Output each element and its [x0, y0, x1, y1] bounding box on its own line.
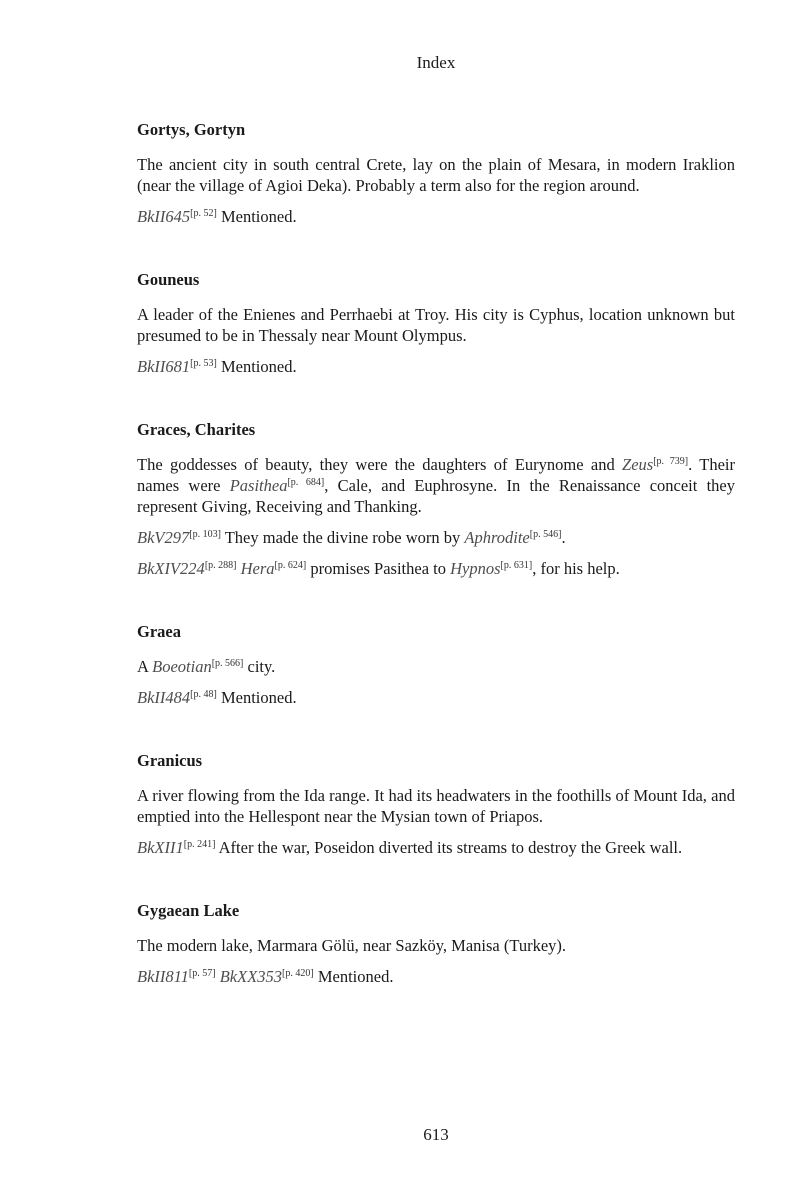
page-reference: [p. 684] — [287, 477, 325, 488]
reference-text: Mentioned. — [313, 967, 394, 986]
page-reference: [p. 420] — [282, 968, 314, 979]
index-content — [137, 119, 735, 1029]
reference-text: Mentioned. — [216, 207, 297, 226]
page-reference: [p. 241] — [183, 839, 216, 850]
index-entry-granicus — [137, 750, 735, 858]
entry-title: Gygaean Lake — [137, 901, 240, 920]
page-reference: [p. 52] — [190, 208, 217, 219]
book-reference-link[interactable]: BkII484 — [137, 688, 191, 707]
book-reference-link[interactable]: BkXX353 — [219, 967, 283, 986]
reference-text: Mentioned. — [216, 357, 297, 376]
page-reference: [p. 566] — [211, 658, 244, 669]
index-entry-graces — [137, 419, 735, 579]
description-text: The goddesses of beauty, they were the daughters of Eurynome and — [137, 455, 623, 474]
page-number: 613 — [423, 1125, 449, 1144]
book-reference-link[interactable]: BkXII1 — [137, 838, 184, 857]
reference-text: They made the divine robe worn by — [220, 528, 465, 547]
running-header: Index — [416, 53, 456, 72]
entry-reference — [137, 527, 735, 548]
book-reference-link[interactable]: BkXIV224 — [137, 559, 205, 578]
entry-reference — [137, 837, 735, 858]
entry-title: Graces, Charites — [137, 420, 256, 439]
index-entry-gouneus — [137, 269, 735, 377]
reference-text: promises Pasithea to — [306, 559, 451, 578]
page-reference: [p. 288] — [204, 560, 237, 571]
book-reference-link[interactable]: BkII811 — [137, 967, 189, 986]
description-text: , Cale, and Euphrosyne. In the Renaissance conceit they represent Giving, Receiving and Thanking. — [137, 476, 735, 516]
page-reference: [p. 53] — [190, 358, 217, 369]
page-reference: [p. 631] — [500, 560, 533, 571]
entry-title: Gouneus — [137, 270, 200, 289]
description-text: . Their names were — [137, 455, 735, 495]
description-text: city. — [243, 657, 276, 676]
page-reference: [p. 103] — [189, 529, 221, 540]
entry-description — [137, 454, 735, 517]
description-text: A — [137, 657, 153, 676]
entry-title: Granicus — [137, 751, 203, 770]
entry-description: A river flowing from the Ida range. It had its headwaters in the foothills of Mount Ida, and emptied into the Hellespont near the Mysian town of Priapos. — [137, 786, 735, 826]
entry-description: The modern lake, Marmara Gölü, near Sazköy, Manisa (Turkey). — [137, 936, 567, 955]
page-reference: [p. 57] — [188, 968, 216, 979]
page-reference: [p. 739] — [653, 456, 689, 467]
reference-text: Mentioned. — [216, 688, 297, 707]
entry-description: The ancient city in south central Crete, lay on the plain of Mesara, in modern Iraklion (near the village of Agioi Deka). Probably a term also for the region around. — [137, 155, 735, 195]
book-reference-link[interactable]: BkV297 — [137, 528, 190, 547]
entry-description: A leader of the Enienes and Perrhaebi at Troy. His city is Cyphus, location unknown but presumed to be in Thessaly near Mount Olympus. — [137, 305, 735, 345]
book-reference-link[interactable]: BkII681 — [137, 357, 191, 376]
entry-title: Gortys, Gortyn — [137, 120, 246, 139]
index-entry-gortys — [137, 119, 735, 227]
page-reference: [p. 546] — [529, 529, 562, 540]
cross-reference-link[interactable]: Aphrodite — [464, 528, 530, 547]
entry-reference — [137, 966, 735, 987]
entry-title: Graea — [137, 622, 181, 641]
entry-description — [137, 656, 735, 677]
reference-text: , for his help. — [532, 559, 620, 578]
entry-reference — [137, 356, 735, 377]
cross-reference-link[interactable]: Zeus — [622, 455, 654, 474]
page-reference: [p. 624] — [274, 560, 307, 571]
reference-text: . — [561, 528, 566, 547]
cross-reference-link[interactable]: Hera — [240, 559, 275, 578]
entry-reference — [137, 206, 735, 227]
reference-text: After the war, Poseidon diverted its streams to destroy the Greek wall. — [215, 838, 683, 857]
cross-reference-link[interactable]: Hypnos — [450, 559, 501, 578]
entry-reference — [137, 558, 735, 579]
entry-reference — [137, 687, 735, 708]
index-entry-gygaean-lake — [137, 900, 735, 987]
book-reference-link[interactable]: BkII645 — [137, 207, 191, 226]
index-entry-graea — [137, 621, 735, 708]
cross-reference-link[interactable]: Boeotian — [152, 657, 212, 676]
cross-reference-link[interactable]: Pasithea — [229, 476, 288, 495]
page-reference: [p. 48] — [190, 689, 217, 700]
